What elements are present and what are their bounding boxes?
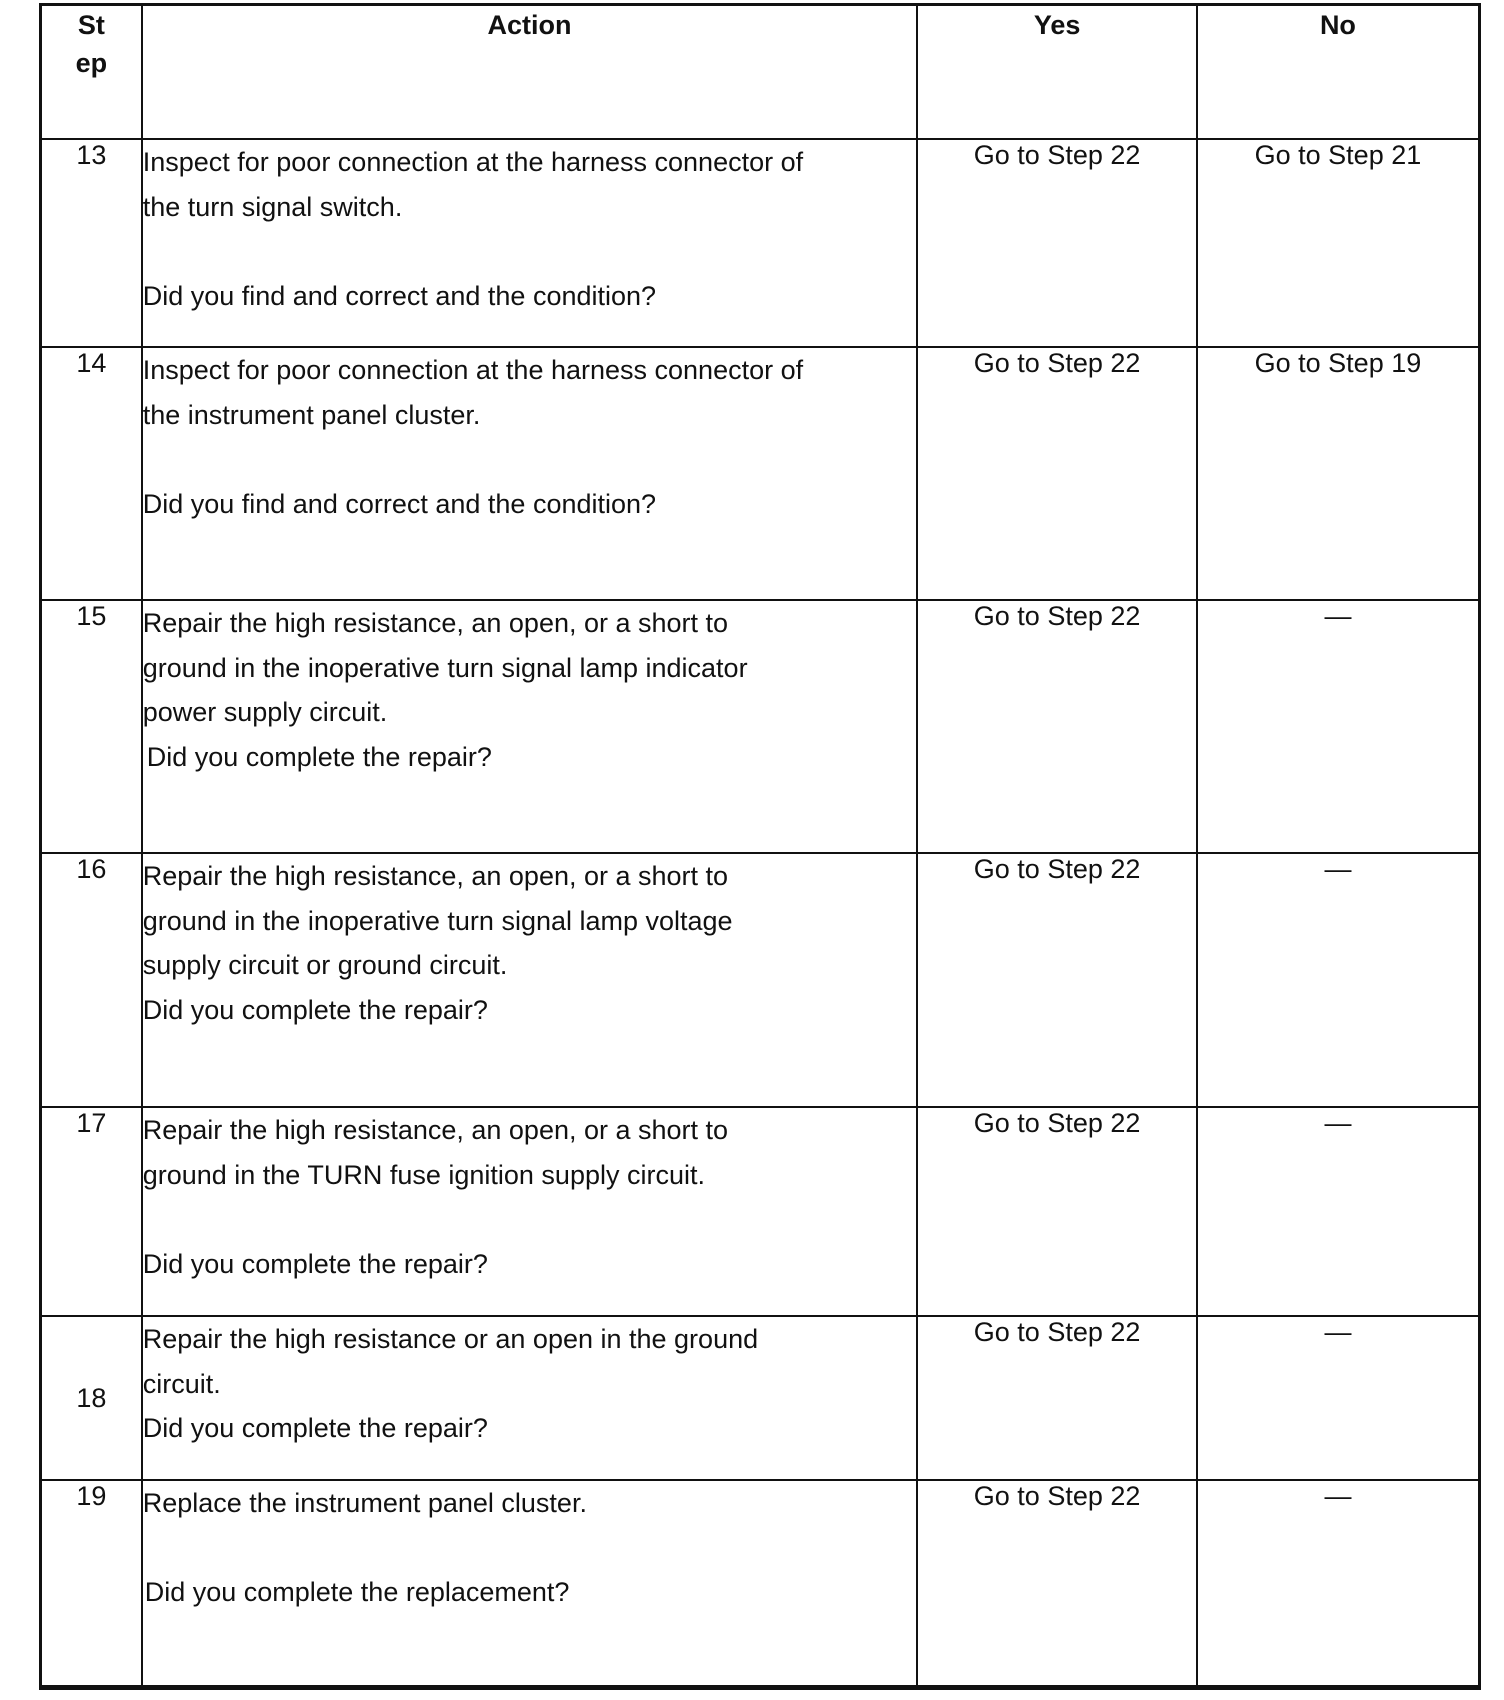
no-result [1197, 600, 1480, 853]
action-text: Repair the high resistance, an open, or a short to [142, 608, 729, 638]
no-result [1197, 1316, 1480, 1480]
header-action: Action [142, 5, 918, 140]
action-text: Repair the high resistance or an open in the ground [142, 1324, 759, 1354]
no-result-dash: — [1324, 601, 1352, 631]
table-row [41, 347, 1480, 600]
diagnostic-table-container [39, 3, 1481, 1690]
action-cell [142, 347, 918, 600]
no-result-dash: — [1324, 1481, 1352, 1511]
action-text: supply circuit or ground circuit. [142, 950, 508, 980]
no-result-dash: — [1324, 1317, 1352, 1347]
action-text: Repair the high resistance, an open, or a short to [142, 861, 729, 891]
action-question: Did you find and correct and the condition? [142, 488, 657, 519]
no-result-dash: — [1324, 854, 1352, 884]
action-question: Did you find and correct and the condition? [142, 280, 657, 311]
header-step [41, 5, 142, 140]
no-result [1197, 1480, 1480, 1688]
step-number: 15 [41, 600, 142, 853]
yes-result: Go to Step 22 [917, 1107, 1197, 1316]
table-row [41, 600, 1480, 853]
action-cell [142, 1107, 918, 1316]
action-text: ground in the inoperative turn signal lamp voltage [142, 905, 733, 936]
no-result [1197, 1107, 1480, 1316]
diagnostic-step-table [39, 3, 1481, 1690]
yes-result: Go to Step 22 [917, 1316, 1197, 1480]
table-row [41, 1107, 1480, 1316]
action-text: Repair the high resistance, an open, or a short to [142, 1115, 729, 1145]
yes-result: Go to Step 22 [917, 1480, 1197, 1688]
action-question: Did you complete the replacement? [144, 1577, 570, 1607]
no-result [1197, 853, 1480, 1107]
yes-result: Go to Step 22 [917, 600, 1197, 853]
action-text: Replace the instrument panel cluster. [142, 1488, 587, 1518]
action-cell [142, 1480, 918, 1688]
step-number: 16 [41, 853, 142, 1107]
table-row [41, 1480, 1480, 1688]
yes-result: Go to Step 22 [917, 347, 1197, 600]
step-number: 14 [41, 347, 142, 600]
table-row [41, 139, 1480, 347]
yes-result: Go to Step 22 [917, 139, 1197, 347]
action-question: Did you complete the repair? [142, 994, 488, 1025]
table-row [41, 853, 1480, 1107]
table-row [41, 1316, 1480, 1480]
table-header-row [41, 5, 1480, 140]
action-question: Did you complete the repair? [142, 1248, 488, 1279]
header-step-line2: ep [75, 48, 108, 78]
header-yes: Yes [917, 5, 1197, 140]
action-text: the turn signal switch. [142, 191, 403, 222]
no-result: Go to Step 19 [1197, 347, 1480, 600]
action-text: ground in the inoperative turn signal lamp indicator [142, 652, 748, 683]
action-text: Inspect for poor connection at the harness connector of [142, 355, 804, 385]
action-text: ground in the TURN fuse ignition supply circuit. [142, 1159, 705, 1190]
action-cell [142, 139, 918, 347]
step-number: 19 [41, 1480, 142, 1688]
action-text: circuit. [142, 1368, 221, 1399]
action-question: Did you complete the repair? [146, 741, 492, 772]
header-no: No [1197, 5, 1480, 140]
action-text: the instrument panel cluster. [142, 399, 481, 430]
step-number: 18 [41, 1316, 142, 1480]
header-step-line1: St [77, 10, 105, 40]
yes-result: Go to Step 22 [917, 853, 1197, 1107]
action-cell [142, 600, 918, 853]
action-cell [142, 1316, 918, 1480]
action-question: Did you complete the repair? [142, 1413, 488, 1443]
step-number: 17 [41, 1107, 142, 1316]
action-cell [142, 853, 918, 1107]
no-result-dash: — [1324, 1108, 1352, 1138]
action-text: Inspect for poor connection at the harness connector of [142, 147, 804, 177]
action-text: power supply circuit. [142, 697, 388, 727]
step-number: 13 [41, 139, 142, 347]
no-result: Go to Step 21 [1197, 139, 1480, 347]
